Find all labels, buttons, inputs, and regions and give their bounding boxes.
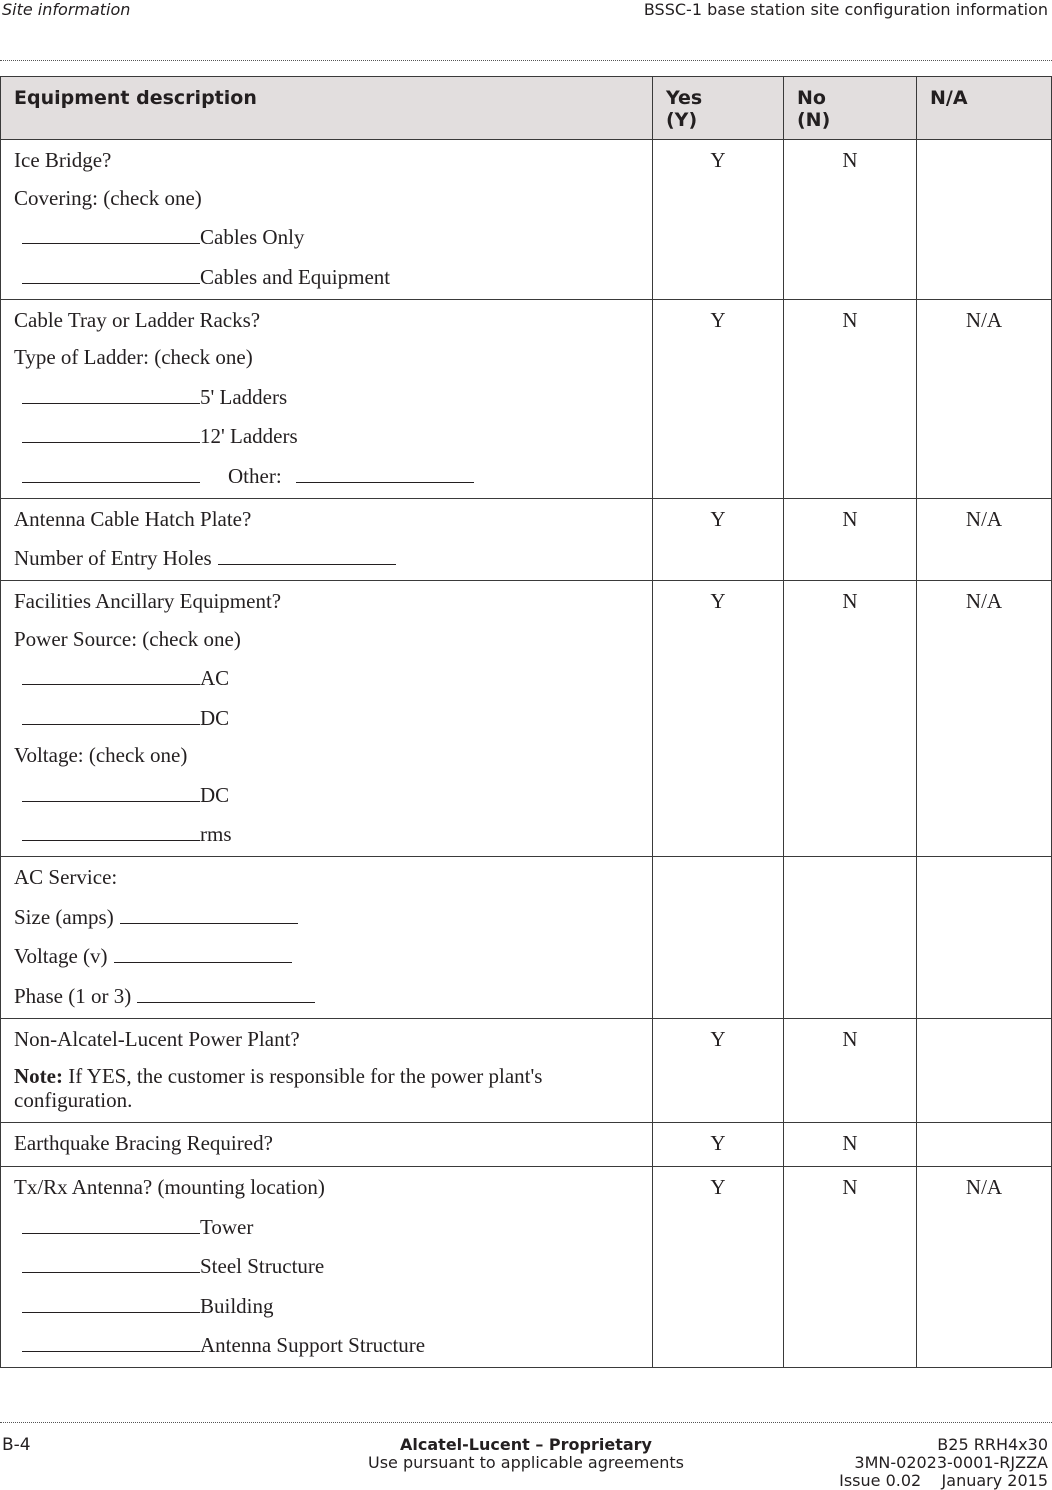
page-footer (0, 1436, 1052, 1490)
fill-in-blank[interactable] (120, 903, 298, 924)
issue-date: Issue 0.02 January 2015 (839, 1471, 1048, 1490)
fill-in-blank[interactable] (22, 1331, 200, 1352)
yes-cell (653, 857, 784, 1019)
no-cell: N (784, 1018, 917, 1123)
option-label: DC (200, 782, 230, 807)
no-cell: N (784, 1167, 917, 1368)
table-header-row (1, 77, 1052, 140)
table-row-power-plant (1, 1018, 1052, 1123)
no-cell: N (784, 1123, 917, 1167)
option-label: 5' Ladders (200, 384, 288, 409)
item-title: Antenna Cable Hatch Plate? (14, 506, 252, 531)
doc-number: 3MN-02023-0001-RJZZA (854, 1453, 1048, 1472)
item-subtitle: Type of Ladder: (check one) (14, 345, 253, 369)
field-label: Voltage (v) (14, 944, 108, 968)
fill-in-blank[interactable] (22, 263, 200, 284)
equipment-description (1, 1123, 653, 1167)
yes-cell: Y (653, 299, 784, 498)
item-title: Facilities Ancillary Equipment? (14, 589, 282, 613)
na-cell (917, 857, 1052, 1019)
column-header-no: No (N) (784, 77, 917, 140)
yes-cell: Y (653, 498, 784, 581)
option-label: AC (200, 666, 230, 690)
proprietary-label: Alcatel-Lucent – Proprietary (400, 1435, 652, 1454)
yes-cell: Y (653, 581, 784, 857)
no-cell (784, 857, 917, 1019)
equipment-description (1, 299, 653, 498)
option-label: Cables Only (200, 225, 305, 249)
field-label: Size (amps) (14, 904, 114, 929)
option-label: 12' Ladders (200, 424, 298, 448)
fill-in-blank[interactable] (22, 1292, 200, 1313)
table-row-ice-bridge (1, 140, 1052, 300)
header-chapter: BSSC-1 base station site configuration information (643, 0, 1048, 19)
header-section: Site information (2, 0, 131, 19)
item-title: Ice Bridge? (14, 148, 112, 172)
yes-cell: Y (653, 1123, 784, 1167)
item-title: AC Service: (14, 865, 118, 889)
product-name: B25 RRH4x30 (937, 1435, 1048, 1454)
note-label: Note: (14, 1064, 63, 1088)
table-row-facilities-ancillary-equipment (1, 581, 1052, 857)
equipment-description (1, 498, 653, 581)
table-row-cable-tray (1, 299, 1052, 498)
item-subtitle: Power Source: (check one) (14, 626, 241, 651)
column-header-na: N/A (917, 77, 1052, 140)
no-cell: N (784, 581, 917, 857)
item-subtitle: Covering: (check one) (14, 185, 202, 210)
field-label: Phase (1 or 3) (14, 983, 132, 1008)
fill-in-blank[interactable] (22, 462, 200, 483)
no-cell: N (784, 140, 917, 300)
yes-cell: Y (653, 1167, 784, 1368)
na-cell: N/A (917, 581, 1052, 857)
fill-in-blank[interactable] (114, 942, 292, 963)
header-divider (0, 60, 1052, 61)
fill-in-blank[interactable] (137, 982, 315, 1003)
equipment-table (0, 76, 1052, 1368)
fill-in-blank[interactable] (22, 1252, 200, 1273)
item-title: Earthquake Bracing Required? (14, 1131, 273, 1155)
equipment-description (1, 1167, 653, 1368)
option-label: Tower (200, 1214, 254, 1239)
item-title: Cable Tray or Ladder Racks? (14, 307, 261, 332)
fill-in-blank-other[interactable] (296, 462, 474, 483)
no-cell: N (784, 498, 917, 581)
fill-in-blank[interactable] (22, 383, 200, 404)
na-cell (917, 1123, 1052, 1167)
page-number: B-4 (2, 1435, 31, 1455)
table-row-antenna-cable-hatch-plate (1, 498, 1052, 581)
na-cell: N/A (917, 299, 1052, 498)
na-cell (917, 1018, 1052, 1123)
field-label: Number of Entry Holes (14, 546, 212, 570)
item-title: Non-Alcatel-Lucent Power Plant? (14, 1026, 300, 1051)
fill-in-blank[interactable] (22, 704, 200, 725)
option-label: DC (200, 705, 230, 730)
equipment-description (1, 140, 653, 300)
agreement-label: Use pursuant to applicable agreements (368, 1453, 684, 1472)
yes-cell: Y (653, 1018, 784, 1123)
option-label: Antenna Support Structure (200, 1333, 426, 1357)
equipment-description (1, 857, 653, 1019)
option-label: rms (200, 822, 232, 846)
na-cell: N/A (917, 498, 1052, 581)
table-row-earthquake-bracing (1, 1123, 1052, 1167)
fill-in-blank[interactable] (22, 422, 200, 443)
table-row-ac-service (1, 857, 1052, 1019)
footer-divider (0, 1422, 1052, 1423)
fill-in-blank[interactable] (22, 664, 200, 685)
option-label: Building (200, 1293, 274, 1318)
option-label: Steel Structure (200, 1254, 325, 1278)
no-cell: N (784, 299, 917, 498)
option-label: Cables and Equipment (200, 264, 391, 289)
column-header-equipment-description: Equipment description (1, 77, 653, 140)
option-label-other: Other: (228, 463, 282, 488)
equipment-description (1, 1018, 653, 1123)
na-cell: N/A (917, 1167, 1052, 1368)
item-subtitle: Voltage: (check one) (14, 743, 188, 767)
note-text: If YES, the customer is responsible for the power plant's configuration. (14, 1064, 543, 1112)
item-title: Tx/Rx Antenna? (mounting location) (14, 1175, 325, 1199)
column-header-yes: Yes (Y) (653, 77, 784, 140)
yes-cell: Y (653, 140, 784, 300)
page-header (0, 0, 1052, 22)
fill-in-blank[interactable] (22, 820, 200, 841)
fill-in-blank[interactable] (22, 1213, 200, 1234)
footer-doc-info (839, 1436, 1048, 1490)
equipment-description (1, 581, 653, 857)
na-cell (917, 140, 1052, 300)
fill-in-blank[interactable] (218, 544, 396, 565)
table-row-tx-rx-antenna (1, 1167, 1052, 1368)
fill-in-blank[interactable] (22, 223, 200, 244)
fill-in-blank[interactable] (22, 781, 200, 802)
